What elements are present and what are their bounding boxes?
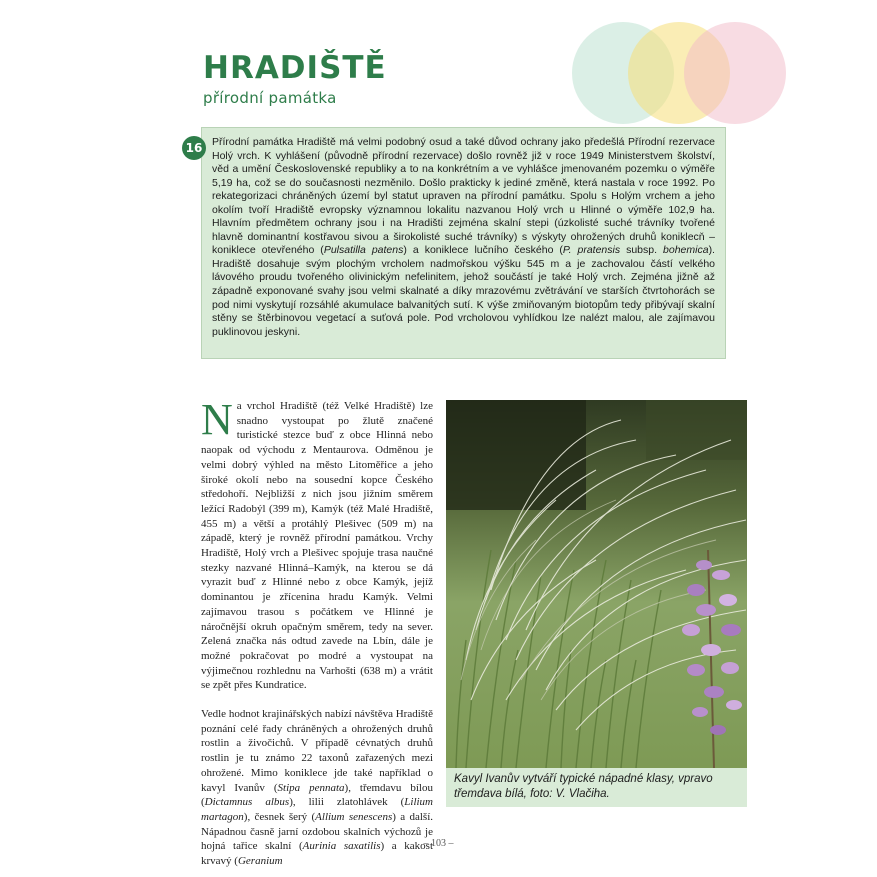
latin-name: Geranium	[237, 855, 283, 868]
drop-cap: N	[201, 395, 233, 444]
body-text-segment: Vedle hodnot krajinářských nabízí návštěva Hradiště poznání celé řady chráněných a ohrožených druhů rostlin a živočichů. V případě cévnatých druhů rostlin je tu známo 22 taxonů zařazených mezi ohrožené. Mimo koniklece jde také například o kavyl Ivanův (	[201, 708, 433, 794]
info-latin-name: Pulsatilla patens	[323, 244, 404, 257]
latin-name: Lilium martagon	[201, 796, 433, 823]
info-text-segment: ) a koniklece lučního českého (	[403, 244, 563, 257]
body-text-segment: ) a kakost krvavý (	[201, 840, 433, 868]
info-text-segment: subsp.	[620, 244, 664, 257]
info-text-segment: Přírodní památka Hradiště má velmi podobný osud a také důvod ochrany jako předešlá Přírodní rezervace Holý vrch. K vyhlášení (původně přírodní rezervace) došlo rovněž již v roce 1949 Ministerstvem školství, věd a umění Československé republiky a to na konkrétním a ve vyhlášce jmenovaném pozemku o výměře 5,19 ha, což se do současnosti nezměnilo. Došlo prakticky k jediné změně, která nastala v roce 1992. Po rekategorizaci chráněných území byl statut upraven na přírodní památku. Spolu s Holým vrchem a jeho okolím tvoří Hradiště evropsky významnou lokalitu nazvanou Holý vrch u Hlinné o výměře 102,9 ha. Hlavním předmětem ochrany jsou i na Hradišti zejména skalní stepi (úzkolisté suché trávníky tvořené hlavně dominantní kostřavou sivou a širokolisté suché trávníky) s výskyty ohrožených druhů koniklecň – koniklece otevřeného (	[212, 136, 715, 257]
info-box-text	[212, 136, 715, 339]
info-latin-name: bohemica	[663, 244, 709, 257]
info-text-segment: ). Hradiště dosahuje svým plochým vrcholem nadmořskou výšku 545 m a je zachovalou částí velkého lávového proudu tvořeného olivinickým nefelinitem, jehož součástí je také Holý vrch. Zejména jižně až západně exponované svahy jsou velmi skalnaté a díky mrazovému zvětrávání ve starších čtvrtohorách se pod nimi vyskytují rozsáhlé akumulace balvanitých sutí. K výše zmiňovaným biotopům tedy přibývají skalní stěny se štěrbinovou vegetací a suťová pole. Pod vrcholovou vyhlídkou lze nalézt malou, ale zajímavou puklinovou jeskyni.	[212, 244, 715, 338]
body-text-segment: ), česnek šerý (	[243, 810, 316, 823]
latin-name: Dictamnus albus	[204, 796, 290, 809]
feather-grass-photo	[446, 400, 747, 768]
page-subtitle: přírodní památka	[203, 89, 337, 107]
page-title: HRADIŠTĚ	[203, 50, 387, 86]
latin-name: Aurinia saxatilis	[302, 840, 381, 853]
latin-name: Stipa pennata	[277, 781, 345, 794]
deco-circle-pink	[684, 22, 786, 124]
photo-caption: Kavyl Ivanův vytváří typické nápadné klasy, vpravo třemdava bílá, foto: V. Vlačiha.	[446, 768, 747, 807]
body-text-segment: ) a další. Nápadnou časně jarní ozdobou skalních výchozů je hojná tařice skalní (	[201, 810, 434, 853]
site-number-badge: 16	[182, 136, 206, 160]
body-text-segment: ), třemdavu bílou (	[201, 781, 433, 809]
body-text-segment: ), lilii zlatohlávek (	[289, 796, 405, 809]
body-paragraph-1	[201, 395, 433, 693]
page-number: – 103 –	[423, 838, 454, 849]
decorative-circles	[572, 22, 752, 126]
latin-name: Allium senescens	[315, 810, 393, 823]
body-text-column	[201, 395, 434, 868]
body-text-segment: a vrchol Hradiště (též Velké Hradiště) lze snadno vystoupat po žlutě značené turistické stezce buď z obce Hlinná nebo naopak od východu z Mentaurova. Odměnou je velmi dobrý výhled na město Litoměřice a jeho široké okolí nebo na sousední kopce Českého středohoří. Nejbližší z nich jsou jižním směrem ležící Radobýl (399 m), Kamýk (též Malé Hradiště, 455 m) a větší a protáhlý Plešivec (509 m) na západě, který je rovněž přírodní památkou. Vrchy Hradiště, Holý vrch a Plešivec spojuje trasa naučné stezky nazvané Hlinná–Kamýk, na kterou se dá vyrazit buď z Hlinné nebo z obce Kamýk, jejíž dominantou je zřícenina hradu Kamýk. Velmi zajímavou trasou s počátkem ve Hlinné je náročnější okruh opačným směrem, tedy na sever. Zelená značka nás odtud zavede na Lbín, dále je možné pokračovat po modré a vystoupat na výjimečnou rozhlednu na Varhošti (638 m) a vrátit se zpět přes Kundratice.	[201, 400, 433, 692]
photo-illustration	[446, 400, 747, 768]
info-latin-name: P. pratensis	[562, 244, 621, 257]
info-box	[201, 127, 726, 359]
